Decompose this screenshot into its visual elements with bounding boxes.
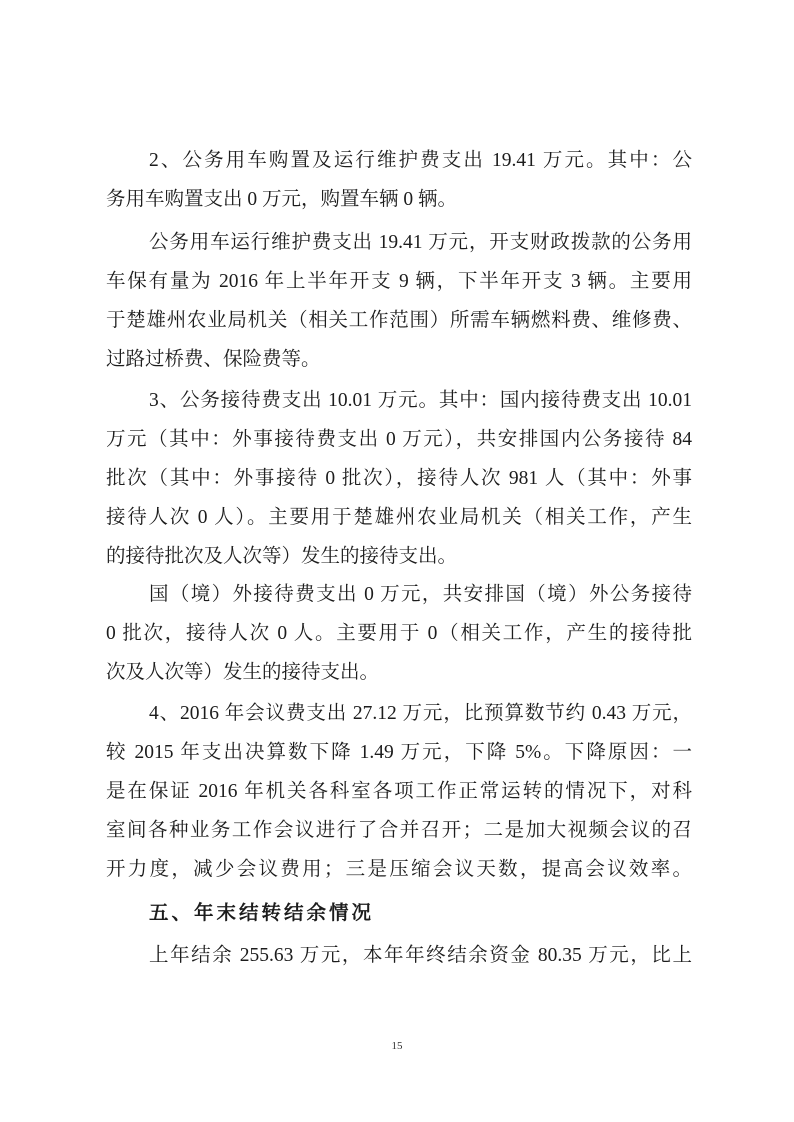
paragraph-line: 次及人次等）发生的接待支出。 — [106, 662, 380, 683]
paragraph-line: 3、公务接待费支出 10.01 万元。其中：国内接待费支出 10.01 — [149, 390, 692, 411]
paragraph-line: 公务用车运行维护费支出 19.41 万元，开支财政拨款的公务用 — [149, 232, 692, 253]
paragraph-line: 室间各种业务工作会议进行了合并召开；二是加大视频会议的召 — [106, 820, 692, 841]
paragraph-vehicle-expense — [106, 141, 692, 219]
paragraph-meeting-expense — [106, 694, 692, 889]
paragraph-foreign-reception — [106, 575, 692, 692]
paragraph-line: 车保有量为 2016 年上半年开支 9 辆，下半年开支 3 辆。主要用 — [106, 271, 692, 292]
paragraph-line: 0 批次，接待人次 0 人。主要用于 0（相关工作，产生的接待批 — [106, 623, 692, 644]
paragraph-line: 4、2016 年会议费支出 27.12 万元，比预算数节约 0.43 万元， — [149, 703, 692, 724]
paragraph-line: 万元（其中：外事接待费支出 0 万元），共安排国内公务接待 84 — [106, 429, 692, 450]
paragraph-year-end-balance — [106, 936, 692, 975]
paragraph-line: 较 2015 年支出决算数下降 1.49 万元，下降 5%。下降原因：一 — [106, 742, 692, 763]
paragraph-vehicle-maintenance — [106, 223, 692, 379]
page-number: 15 — [391, 1040, 403, 1052]
paragraph-line: 过路过桥费、保险费等。 — [106, 349, 321, 370]
paragraph-line: 批次（其中：外事接待 0 批次），接待人次 981 人（其中：外事 — [106, 468, 692, 489]
section-heading: 五、年末结转结余情况 — [149, 902, 375, 924]
paragraph-line: 上年结余 255.63 万元，本年年终结余资金 80.35 万元，比上 — [149, 945, 692, 966]
paragraph-line: 接待人次 0 人）。主要用于楚雄州农业局机关（相关工作，产生 — [106, 507, 692, 528]
paragraph-line: 是在保证 2016 年机关各科室各项工作正常运转的情况下，对科 — [106, 781, 692, 802]
paragraph-line: 于楚雄州农业局机关（相关工作范围）所需车辆燃料费、维修费、 — [106, 310, 692, 331]
paragraph-line: 务用车购置支出 0 万元，购置车辆 0 辆。 — [106, 189, 458, 210]
paragraph-line: 2、公务用车购置及运行维护费支出 19.41 万元。其中：公 — [149, 150, 692, 171]
paragraph-line: 国（境）外接待费支出 0 万元，共安排国（境）外公务接待 — [149, 584, 692, 605]
paragraph-line: 开力度，减少会议费用；三是压缩会议天数，提高会议效率。 — [106, 859, 692, 880]
paragraph-reception-expense — [106, 381, 692, 576]
paragraph-line: 的接待批次及人次等）发生的接待支出。 — [106, 546, 458, 567]
